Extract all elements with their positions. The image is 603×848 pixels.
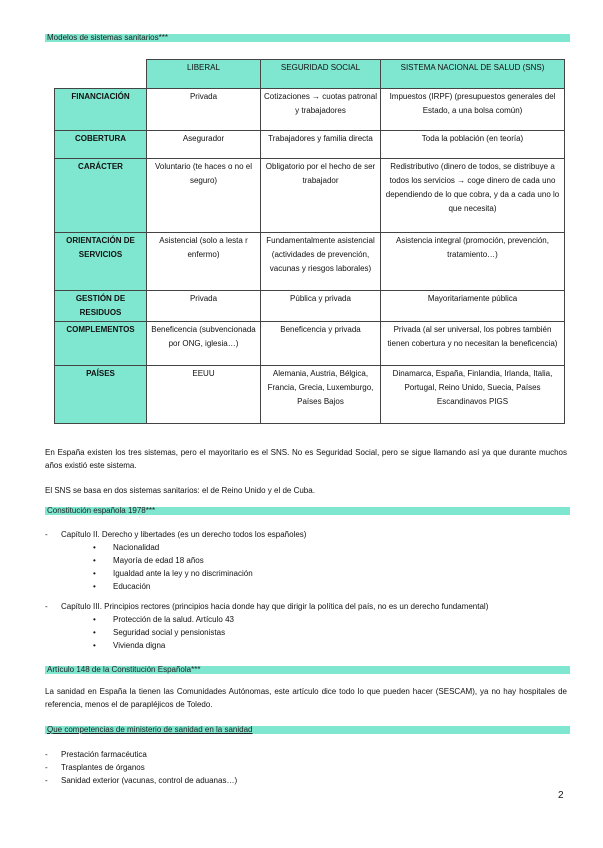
cell-sns: Mayoritariamente pública (381, 291, 565, 322)
list-item: - Trasplantes de órganos (45, 761, 570, 774)
list-item: • Seguridad social y pensionistas (61, 626, 570, 639)
row-label-orientacion: ORIENTACIÓN DE SERVICIOS (55, 233, 147, 291)
table-row (55, 159, 565, 233)
table-row (55, 322, 565, 366)
chapter-2-title: Capítulo II. Derecho y libertades (es un derecho todos los españoles) (61, 530, 307, 539)
table-corner-cell (55, 60, 147, 89)
competences-list (45, 748, 570, 787)
chapter-2-list (45, 528, 570, 593)
list-item: • Nacionalidad (61, 541, 570, 554)
cell-social: Beneficencia y privada (261, 322, 381, 366)
models-heading: Modelos de sistemas sanitarios*** (45, 34, 570, 42)
row-label-paises: PAÍSES (55, 366, 147, 424)
row-label-gestion: GESTIÓN DE RESIDUOS (55, 291, 147, 322)
chapter-2-item (45, 528, 570, 593)
page-number: 2 (558, 790, 564, 801)
chapter-2-rights-list (61, 541, 570, 593)
cell-liberal: Privada (147, 89, 261, 131)
row-label-financiacion: FINANCIACIÓN (55, 89, 147, 131)
table-row (55, 131, 565, 159)
list-item: • Educación (61, 580, 570, 593)
cell-social: Trabajadores y familia directa (261, 131, 381, 159)
header-liberal: LIBERAL (147, 60, 261, 89)
chapter-3-item (45, 600, 570, 652)
sns-base-paragraph: El SNS se basa en dos sistemas sanitarios: el de Reino Unido y el de Cuba. (45, 486, 315, 495)
cell-liberal: Voluntario (te haces o no el seguro) (147, 159, 261, 233)
cell-liberal: EEUU (147, 366, 261, 424)
table-row (55, 233, 565, 291)
row-label-complementos: COMPLEMENTOS (55, 322, 147, 366)
article-148-paragraph: La sanidad en España la tienen las Comunidades Autónomas, este artículo dice todo lo que pueden hacer (SESCAM), ya no hay hospitales de referencia, menos el de parapléjicos de Toledo. (45, 687, 567, 709)
list-item: • Vivienda digna (61, 639, 570, 652)
chapter-3-title: Capítulo III. Principios rectores (principios hacia donde hay que dirigir la política del país, no es un derecho fundamental) (61, 602, 489, 611)
cell-sns: Impuestos (IRPF) (presupuestos generales del Estado, a una bolsa común) (381, 89, 565, 131)
table-row (55, 89, 565, 131)
chapter-3-principles-list (61, 613, 570, 652)
row-label-cobertura: COBERTURA (55, 131, 147, 159)
cell-sns: Redistributivo (dinero de todos, se distribuye a todos los servicios → coge dinero de cada uno dependiendo de lo que cobra, y da a cada uno lo que necesita) (381, 159, 565, 233)
cell-social: Pública y privada (261, 291, 381, 322)
list-item: • Protección de la salud. Artículo 43 (61, 613, 570, 626)
header-sns: SISTEMA NACIONAL DE SALUD (SNS) (381, 60, 565, 89)
cell-liberal: Privada (147, 291, 261, 322)
cell-social: Fundamentalmente asistencial (actividades de prevención, vacunas y riesgos laborales) (261, 233, 381, 291)
cell-sns: Privada (al ser universal, los pobres también tienen cobertura y no necesitan la beneficencia) (381, 322, 565, 366)
cell-liberal: Beneficencia (subvencionada por ONG, iglesia…) (147, 322, 261, 366)
cell-sns: Asistencia integral (promoción, prevención, tratamiento…) (381, 233, 565, 291)
cell-sns: Toda la población (en teoría) (381, 131, 565, 159)
constitution-heading: Constitución española 1978*** (45, 507, 570, 515)
cell-liberal: Asistencial (solo a lesta r enfermo) (147, 233, 261, 291)
list-item: - Prestación farmacéutica (45, 748, 570, 761)
list-item: • Mayoría de edad 18 años (61, 554, 570, 567)
table-row (55, 291, 565, 322)
header-seguridad-social: SEGURIDAD SOCIAL (261, 60, 381, 89)
cell-social: Obligatorio por el hecho de ser trabajador (261, 159, 381, 233)
list-item: - Sanidad exterior (vacunas, control de aduanas…) (45, 774, 570, 787)
health-systems-table (54, 59, 565, 424)
cell-liberal: Asegurador (147, 131, 261, 159)
cell-social: Alemania, Austria, Bélgica, Francia, Grecia, Luxemburgo, Países Bajos (261, 366, 381, 424)
table-row (55, 366, 565, 424)
competences-heading: Que competencias de ministerio de sanidad en la sanidad (45, 726, 570, 734)
cell-sns: Dinamarca, España, Finlandia, Irlanda, Italia, Portugal, Reino Unido, Suecia, Países Escandinavos PIGS (381, 366, 565, 424)
chapter-3-list (45, 600, 570, 652)
cell-social: Cotizaciones → cuotas patronal y trabajadores (261, 89, 381, 131)
row-label-caracter: CARÁCTER (55, 159, 147, 233)
article-148-heading: Artículo 148 de la Constitución Española*** (45, 666, 570, 674)
spain-systems-paragraph: En España existen los tres sistemas, pero el mayoritario es el SNS. No es Seguridad Social, pero se sigue llamando así ya que durante muchos años existió este sistema. (45, 448, 567, 470)
table-header-row (55, 60, 565, 89)
list-item: • Igualdad ante la ley y no discriminación (61, 567, 570, 580)
